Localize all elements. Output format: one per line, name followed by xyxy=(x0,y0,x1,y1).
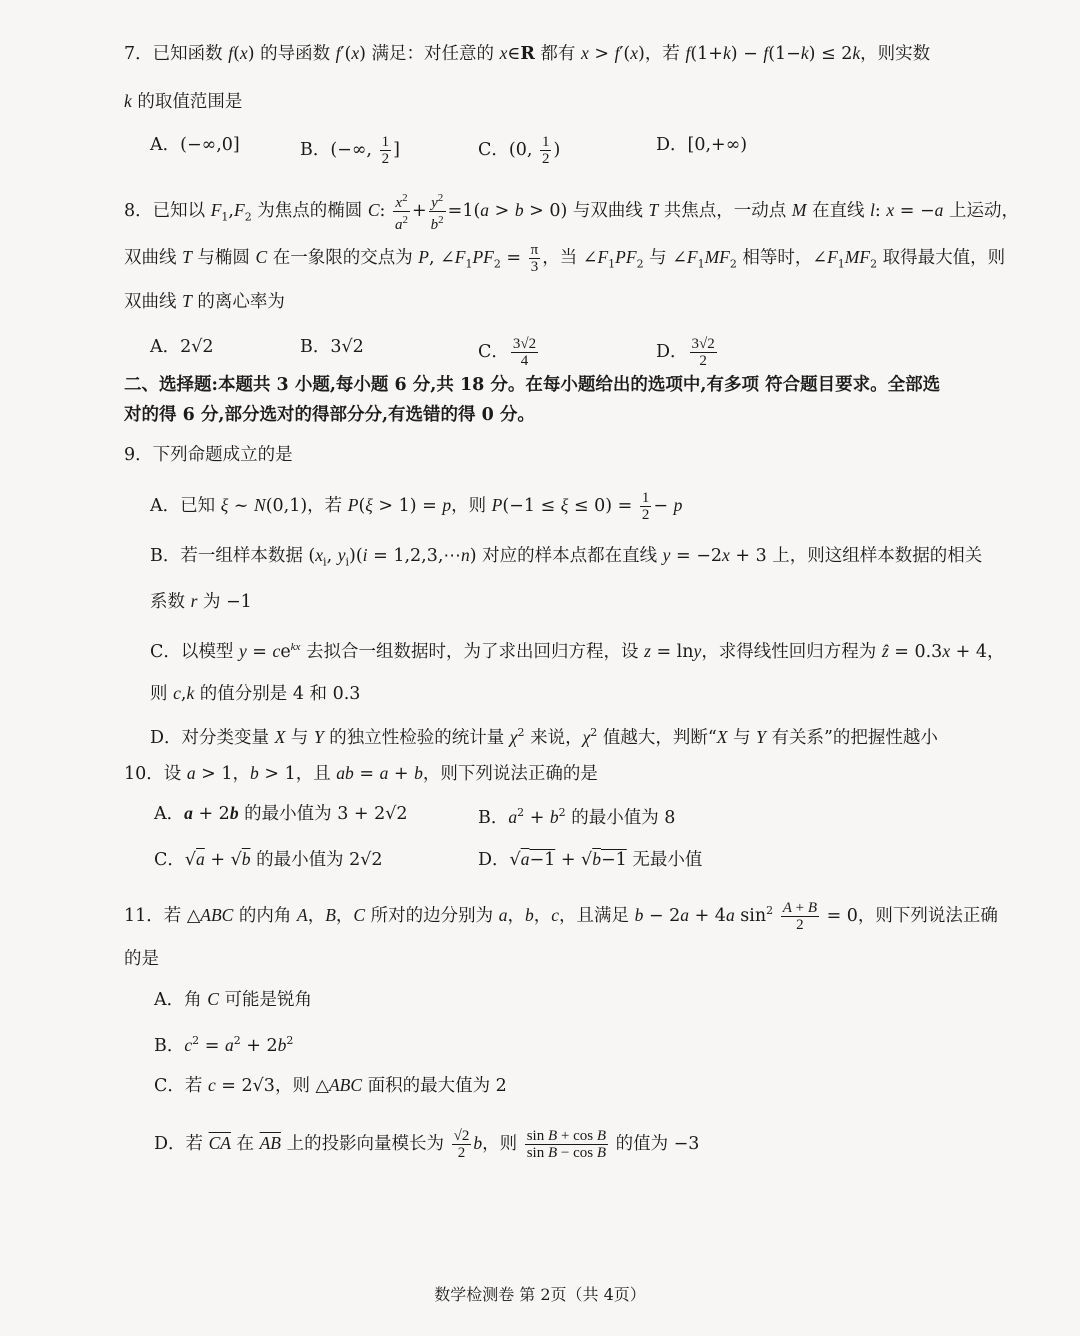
question-11-stem-line-2: 的是 xyxy=(124,949,159,969)
question-7-stem-line-1: 7．已知函数 f(x) 的导函数 f′(x) 满足：对任意的 x∈R 都有 x > f′(x)，若 f(1+k) − f(1−k) ≤ 2k，则实数 xyxy=(124,43,931,64)
question-7-option-d: D．[0,+∞) xyxy=(656,135,748,155)
question-7-stem-line-2: k 的取值范围是 xyxy=(124,91,243,112)
question-7-option-c: C．(0, $\frac{1}{2}$ ) xyxy=(478,134,561,167)
question-10-stem: 10．设 a > 1，b > 1，且 ab = a + b，则下列说法正确的是 xyxy=(124,763,598,784)
question-9-option-c-line-2: 则 c,k 的值分别是 4 和 0.3 xyxy=(150,683,361,704)
question-11-option-a: A．角 C 可能是锐角 xyxy=(154,989,312,1010)
question-10-option-b: B．$a^2 + b^2$ 的最小值为 8 xyxy=(478,806,676,828)
question-9-option-d: D．对分类变量 X 与 Y 的独立性检验的统计量 $\chi^2$ 来说，$\chi^2$ 值越大，判断“X 与 Y 有关系”的把握性越小 xyxy=(150,726,938,748)
question-8-stem-line-2: 双曲线 T 与椭圆 C 在一象限的交点为 P, $\angle F_1PF_2$ = $\frac{\pi}{3}$ ，当 $\angle F_1PF_2$ 与 $\angle F_1MF_2$ 相等时，$\angle F_1MF_2$ 取得最大值，则 xyxy=(124,242,1006,275)
question-9-stem: 9．下列命题成立的是 xyxy=(124,445,293,465)
question-10-option-d: D．√a−1 + √b−1 无最小值 xyxy=(478,849,703,870)
question-10-option-c: C．√a + √b 的最小值为 2√2 xyxy=(154,849,383,870)
question-8-option-d: D． $\frac{3√2}{2}$ xyxy=(656,336,715,369)
question-9-option-a: A．已知 ξ ~ N(0,1)，若 P(ξ > 1) = p，则 P(−1 ≤ ξ ≤ 0) = $\frac{1}{2}$ − p xyxy=(150,490,683,523)
question-7-option-a: A．(−∞,0] xyxy=(150,135,240,155)
question-9-option-b-line-1: B．若一组样本数据 ($x_i$, $y_i)(i$ = 1,2,3,⋯n) 对应的样本点都在直线 y = −2x + 3 上，则这组样本数据的相关 xyxy=(150,545,983,569)
page-footer: 数学检测卷 第 2页（共 4页） xyxy=(434,1285,646,1304)
question-8-option-c: C． $\frac{3√2}{4}$ xyxy=(478,336,537,369)
question-11-option-b: B．$c^2 = a^2 + 2b^2$ xyxy=(154,1034,294,1056)
question-8-stem-line-3: 双曲线 T 的离心率为 xyxy=(124,291,285,312)
question-7-option-b: B．(−∞, $\frac{1}{2}$ ] xyxy=(300,134,400,167)
question-9-option-b-line-2: 系数 r 为 −1 xyxy=(150,591,252,612)
question-11-stem-line-1: 11．若 △ABC 的内角 A，B，C 所对的边分别为 a，b，c，且满足 b − 2a + 4a $\sin^2$ $\frac{A + B}{2}$ = 0，则下列说法正确 xyxy=(124,900,998,933)
question-9-option-c-line-1: C．以模型 $y = ce^{kx}$ 去拟合一组数据时，为了求出回归方程，设 z = lny，求得线性回归方程为 ẑ = 0.3x + 4， xyxy=(150,640,1005,662)
question-11-option-c: C．若 c = 2√3，则 △ABC 面积的最大值为 2 xyxy=(154,1075,507,1096)
question-11-option-d: D．若 $\overline{CA}$ 在 $\overline{AB}$ 上的投影向量模长为 $\frac{√2}{2}$ b，则 $\frac{\text{sin B + cos B}}{\text{sin B − cos B}}$ 的值为 −3 xyxy=(154,1128,700,1161)
question-8-stem-line-1: 8．已知以 $F_1,F_2$ 为焦点的椭圆 C: $\frac{x^2}{a^2}$ + $\frac{y^2}{b^2}$ =1(a > b > 0) 与双曲线 T 共焦点，一动点 M 在直线 l: x = −a 上运动， xyxy=(124,192,1019,233)
question-8-option-a: A．2√2 xyxy=(150,337,214,357)
section-2-heading-line-2: 对的得 6 分,部分选对的得部分分,有选错的得 0 分。 xyxy=(124,405,535,425)
question-8-option-b: B．3√2 xyxy=(300,337,364,357)
question-10-option-a: A．a + 2b 的最小值为 3 + 2√2 xyxy=(154,803,408,824)
section-2-heading-line-1: 二、选择题:本题共 3 小题,每小题 6 分,共 18 分。在每小题给出的选项中,有多项 符合题目要求。全部选 xyxy=(124,375,941,395)
